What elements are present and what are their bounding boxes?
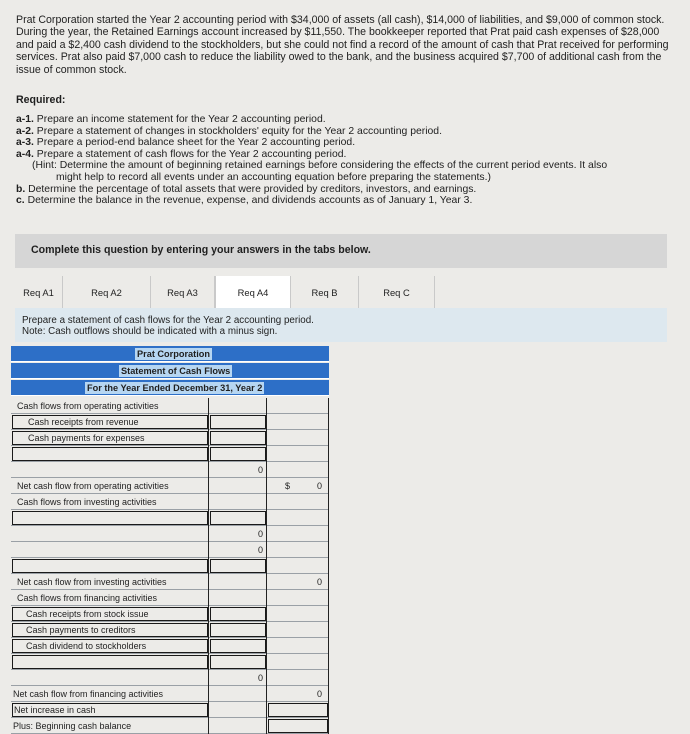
row-label	[11, 462, 209, 478]
cash-receipts-revenue-label[interactable]: Cash receipts from revenue	[11, 414, 209, 430]
statement-header-period	[11, 380, 329, 396]
total-cell	[267, 606, 329, 622]
instructions-box	[15, 308, 667, 342]
tab-req-b[interactable]: Req B	[291, 276, 359, 308]
total-cell	[267, 462, 329, 478]
table-row	[11, 430, 329, 446]
net-operating-value: 0	[316, 481, 322, 491]
operating-blank-input[interactable]	[209, 446, 267, 462]
row-label	[11, 526, 209, 542]
hint-line-1: (Hint: Determine the amount of beginning retained earnings before considering the effects of the current period events. It also	[32, 160, 608, 172]
net-investing-total: 0	[267, 574, 329, 590]
operating-subtotal: 0	[209, 462, 267, 478]
cash-receipts-revenue-input[interactable]	[209, 414, 267, 430]
table-row	[11, 718, 329, 734]
net-increase-input[interactable]	[267, 702, 329, 718]
table-row	[11, 574, 329, 590]
statement-period: For the Year Ended December 31, Year 2	[87, 383, 263, 393]
investing-blank-input-2[interactable]	[209, 558, 267, 574]
table-row	[11, 606, 329, 622]
net-operating-total	[267, 478, 329, 494]
cash-payments-expenses-input[interactable]	[209, 430, 267, 446]
total-cell	[267, 654, 329, 670]
required-heading: Required:	[16, 94, 66, 106]
requirement-code: a-3.	[16, 137, 34, 149]
dollar-sign: $	[285, 481, 291, 491]
cash-payments-creditors-input[interactable]	[209, 622, 267, 638]
investing-subtotal-2: 0	[209, 542, 267, 558]
row-label: Net cash flow from operating activities	[11, 478, 209, 494]
table-row	[11, 654, 329, 670]
table-row	[11, 446, 329, 462]
requirement-b	[16, 184, 681, 196]
financing-blank-input[interactable]	[209, 654, 267, 670]
requirement-tabs	[15, 276, 667, 308]
cash-payments-creditors-label[interactable]: Cash payments to creditors	[11, 622, 209, 638]
total-cell	[267, 670, 329, 686]
table-row	[11, 510, 329, 526]
tab-req-a4[interactable]: Req A4	[215, 276, 291, 308]
amount-cell	[209, 494, 267, 510]
investing-blank-label-1[interactable]	[11, 510, 209, 526]
cash-flow-statement	[11, 346, 329, 731]
requirement-text: Prepare a statement of cash flows for the Year 2 accounting period.	[36, 148, 347, 160]
row-label: Net cash flow from investing activities	[11, 574, 209, 590]
total-cell	[267, 590, 329, 606]
beginning-cash-label: Plus: Beginning cash balance	[11, 718, 209, 734]
cash-payments-expenses-label[interactable]: Cash payments for expenses	[11, 430, 209, 446]
complete-question-bar	[15, 234, 667, 268]
instruction-line: Prepare a statement of cash flows for the Year 2 accounting period.	[22, 315, 314, 326]
total-cell	[267, 622, 329, 638]
financing-blank-label[interactable]	[11, 654, 209, 670]
total-cell	[267, 398, 329, 414]
amount-cell	[209, 718, 267, 734]
hint-line-2: might help to record all events under an accounting equation before preparing the statements.)	[56, 171, 491, 183]
net-financing-total: 0	[267, 686, 329, 702]
total-cell	[267, 510, 329, 526]
total-cell	[267, 526, 329, 542]
requirement-text: Determine the balance in the revenue, expense, and dividends accounts as of January 1, Year 3.	[27, 195, 473, 207]
operating-blank-label[interactable]	[11, 446, 209, 462]
amount-cell	[209, 590, 267, 606]
complete-text: Complete this question by entering your answers in the tabs below.	[31, 244, 371, 256]
requirement-text: Prepare a statement of changes in stockholders' equity for the Year 2 accounting period.	[36, 125, 442, 137]
tab-req-c[interactable]: Req C	[359, 276, 435, 308]
financing-subtotal: 0	[209, 670, 267, 686]
cash-dividend-input[interactable]	[209, 638, 267, 654]
table-row	[11, 462, 329, 478]
table-row	[11, 478, 329, 494]
row-label	[11, 542, 209, 558]
total-cell	[267, 414, 329, 430]
table-row	[11, 638, 329, 654]
table-row	[11, 398, 329, 414]
amount-cell	[209, 702, 267, 718]
requirement-a3	[16, 137, 681, 149]
problem-statement	[16, 14, 676, 76]
note-line: Note: Cash outflows should be indicated with a minus sign.	[22, 325, 278, 337]
row-label	[11, 670, 209, 686]
total-cell	[267, 446, 329, 462]
row-label: Cash flows from investing activities	[11, 494, 209, 510]
table-row	[11, 526, 329, 542]
problem-text: Prat Corporation started the Year 2 accounting period with $34,000 of assets (all cash), $14,000 of liabilities, and $9,000 of common stock. During the year, the Retained Earnings account increased by $11,550. The bookkeeper reported that Prat paid cash expenses of $28,000 and paid a $2,400 cash dividend to the stockholders, but she could not find a record of the amount of cash that Prat received for performing services. Prat also paid $7,000 cash to reduce the liability owed to the bank, and the business acquired $7,700 of additional cash from the issue of common stock.	[16, 14, 669, 76]
table-row	[11, 590, 329, 606]
total-cell	[267, 494, 329, 510]
table-row	[11, 542, 329, 558]
requirement-text: Prepare an income statement for the Year 2 accounting period.	[36, 114, 326, 125]
table-row	[11, 494, 329, 510]
requirement-code: a-2.	[16, 125, 34, 137]
total-cell	[267, 542, 329, 558]
table-row	[11, 702, 329, 718]
cash-receipts-stock-input[interactable]	[209, 606, 267, 622]
tab-req-a3[interactable]: Req A3	[151, 276, 215, 308]
investing-blank-label-2[interactable]	[11, 558, 209, 574]
requirement-c	[16, 195, 681, 207]
statement-title: Statement of Cash Flows	[121, 366, 231, 376]
statement-header-title	[11, 363, 329, 379]
row-label: Net cash flow from financing activities	[11, 686, 209, 702]
net-increase-label[interactable]: Net increase in cash	[11, 702, 209, 718]
total-cell	[267, 430, 329, 446]
total-cell	[267, 638, 329, 654]
requirement-code: c.	[16, 195, 25, 207]
tab-req-a2[interactable]: Req A2	[63, 276, 151, 308]
requirement-text: Prepare a period-end balance sheet for the Year 2 accounting period.	[36, 137, 356, 149]
requirement-code: a-1.	[16, 114, 34, 125]
requirement-code: a-4.	[16, 148, 34, 160]
tab-req-a1[interactable]: Req A1	[15, 276, 63, 308]
requirement-a4	[16, 149, 681, 161]
table-row	[11, 670, 329, 686]
requirement-text: Determine the percentage of total assets that were provided by creditors, investors, and earnings.	[28, 183, 477, 195]
cash-receipts-stock-label[interactable]: Cash receipts from stock issue	[11, 606, 209, 622]
investing-blank-input-1[interactable]	[209, 510, 267, 526]
amount-cell	[209, 478, 267, 494]
amount-cell	[209, 574, 267, 590]
total-cell	[267, 558, 329, 574]
company-name: Prat Corporation	[137, 349, 210, 359]
row-label: Cash flows from financing activities	[11, 590, 209, 606]
requirements-list	[16, 114, 681, 207]
beginning-cash-input[interactable]	[267, 718, 329, 734]
table-row	[11, 414, 329, 430]
statement-header-company	[11, 346, 329, 362]
table-row	[11, 558, 329, 574]
requirement-a2	[16, 126, 681, 138]
row-label: Cash flows from operating activities	[11, 398, 209, 414]
table-row	[11, 622, 329, 638]
cash-dividend-label[interactable]: Cash dividend to stockholders	[11, 638, 209, 654]
investing-subtotal-1: 0	[209, 526, 267, 542]
requirement-code: b.	[16, 183, 26, 195]
requirement-a1	[16, 114, 681, 126]
amount-cell	[209, 398, 267, 414]
